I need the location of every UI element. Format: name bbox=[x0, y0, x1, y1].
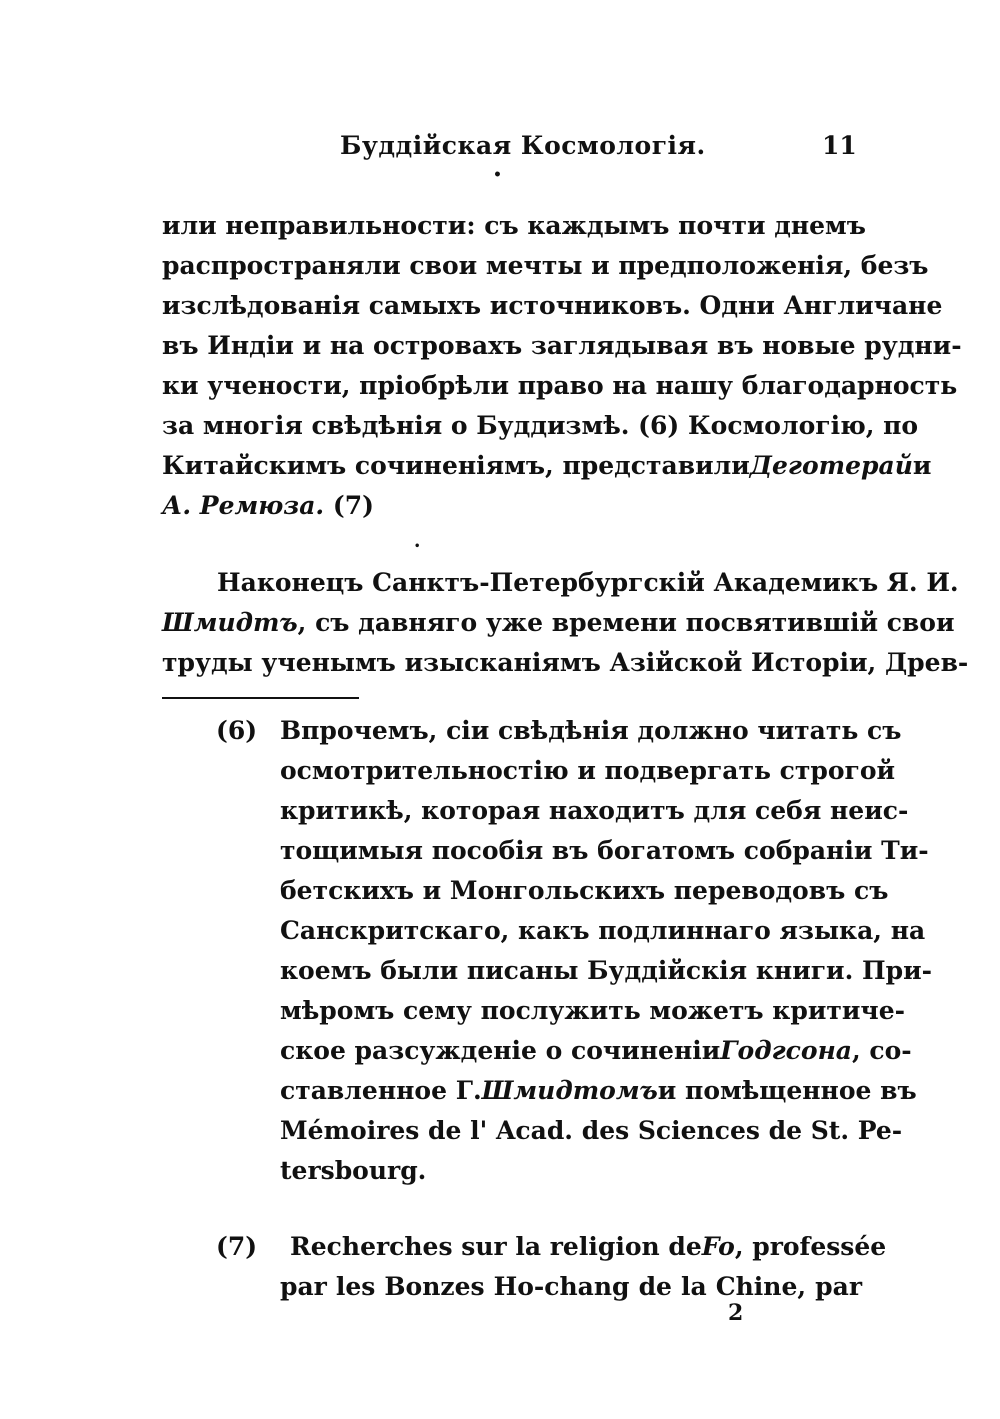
running-title: Буддійская Космологія. bbox=[340, 131, 706, 160]
paragraph-line: Наконецъ Санктъ-Петербургскій Академикъ Я. И. bbox=[217, 568, 959, 597]
signature-mark: 2 bbox=[728, 1300, 744, 1326]
author-name-schmidt: Шмидтъ bbox=[162, 608, 298, 637]
footnote-line: tersbourg. bbox=[280, 1156, 427, 1185]
speck-mark: • bbox=[493, 167, 502, 183]
paragraph-line: за многія свѣдѣнія о Буддизмѣ. (6) Космологію, по bbox=[162, 411, 919, 440]
paragraph-line: А. Ремюза. (7) bbox=[162, 491, 374, 520]
author-name-remusat: А. Ремюза. bbox=[162, 491, 325, 520]
footnote-line: ставленное Г. Шмидтомъ и помѣщенное въ bbox=[280, 1071, 862, 1111]
footnote-marker: (6) bbox=[216, 716, 258, 745]
speck-mark: • bbox=[414, 541, 421, 552]
deity-name-fo: Fo bbox=[701, 1232, 735, 1261]
author-name-degotera: Деготерай bbox=[749, 451, 913, 480]
page-number: 11 bbox=[822, 131, 857, 160]
paragraph-line: въ Индіи и на островахъ заглядывая въ новые рудни- bbox=[162, 331, 962, 360]
paragraph-line: распространяли свои мечты и предположенія, безъ bbox=[162, 251, 929, 280]
footnote-line: критикѣ, которая находитъ для себя неис- bbox=[280, 796, 909, 825]
footnote-line: Mémoires de l' Acad. des Sciences de St. Pe- bbox=[280, 1116, 903, 1145]
paragraph-line: или неправильности: съ каждымъ почти днемъ bbox=[162, 211, 866, 240]
paragraph-line: Китайскимъ сочиненіямъ, представили Деготерай и bbox=[162, 446, 862, 486]
paragraph-line: труды ученымъ изысканіямъ Азійской Исторіи, Древ- bbox=[162, 648, 969, 677]
footnote-line: Впрочемъ, сіи свѣдѣнія должно читать съ bbox=[280, 716, 902, 745]
paragraph-line: изслѣдованія самыхъ источниковъ. Одни Англичане bbox=[162, 291, 943, 320]
author-name-hodgson: Годгсона bbox=[720, 1036, 852, 1065]
footnote-line: Recherches sur la religion de Fo, professée bbox=[290, 1232, 887, 1261]
footnote-line: осмотрительностію и подвергать строгой bbox=[280, 756, 896, 785]
footnote-marker: (7) bbox=[216, 1232, 258, 1261]
footnote-line: тощимыя пособія въ богатомъ собраніи Ти- bbox=[280, 836, 929, 865]
footnote-line: par les Bonzes Ho-chang de la Chine, par bbox=[280, 1272, 862, 1301]
footnote-line: ское разсужденіе о сочиненіи Годгсона, со- bbox=[280, 1036, 912, 1065]
footnote-line: бетскихъ и Монгольскихъ переводовъ съ bbox=[280, 876, 889, 905]
footnote-line: мѣромъ сему послужить можетъ критиче- bbox=[280, 996, 905, 1025]
footnote-rule bbox=[162, 697, 359, 699]
paragraph-line: Шмидтъ, съ давняго уже времени посвятившій свои bbox=[162, 608, 955, 637]
paragraph-line: ки учености, пріобрѣли право на нашу благодарность bbox=[162, 371, 958, 400]
footnote-line: коемъ были писаны Буддійскія книги. При- bbox=[280, 956, 933, 985]
author-name-schmidt: Шмидтомъ bbox=[481, 1076, 658, 1105]
footnote-line: Санскритскаго, какъ подлиннаго языка, на bbox=[280, 916, 926, 945]
